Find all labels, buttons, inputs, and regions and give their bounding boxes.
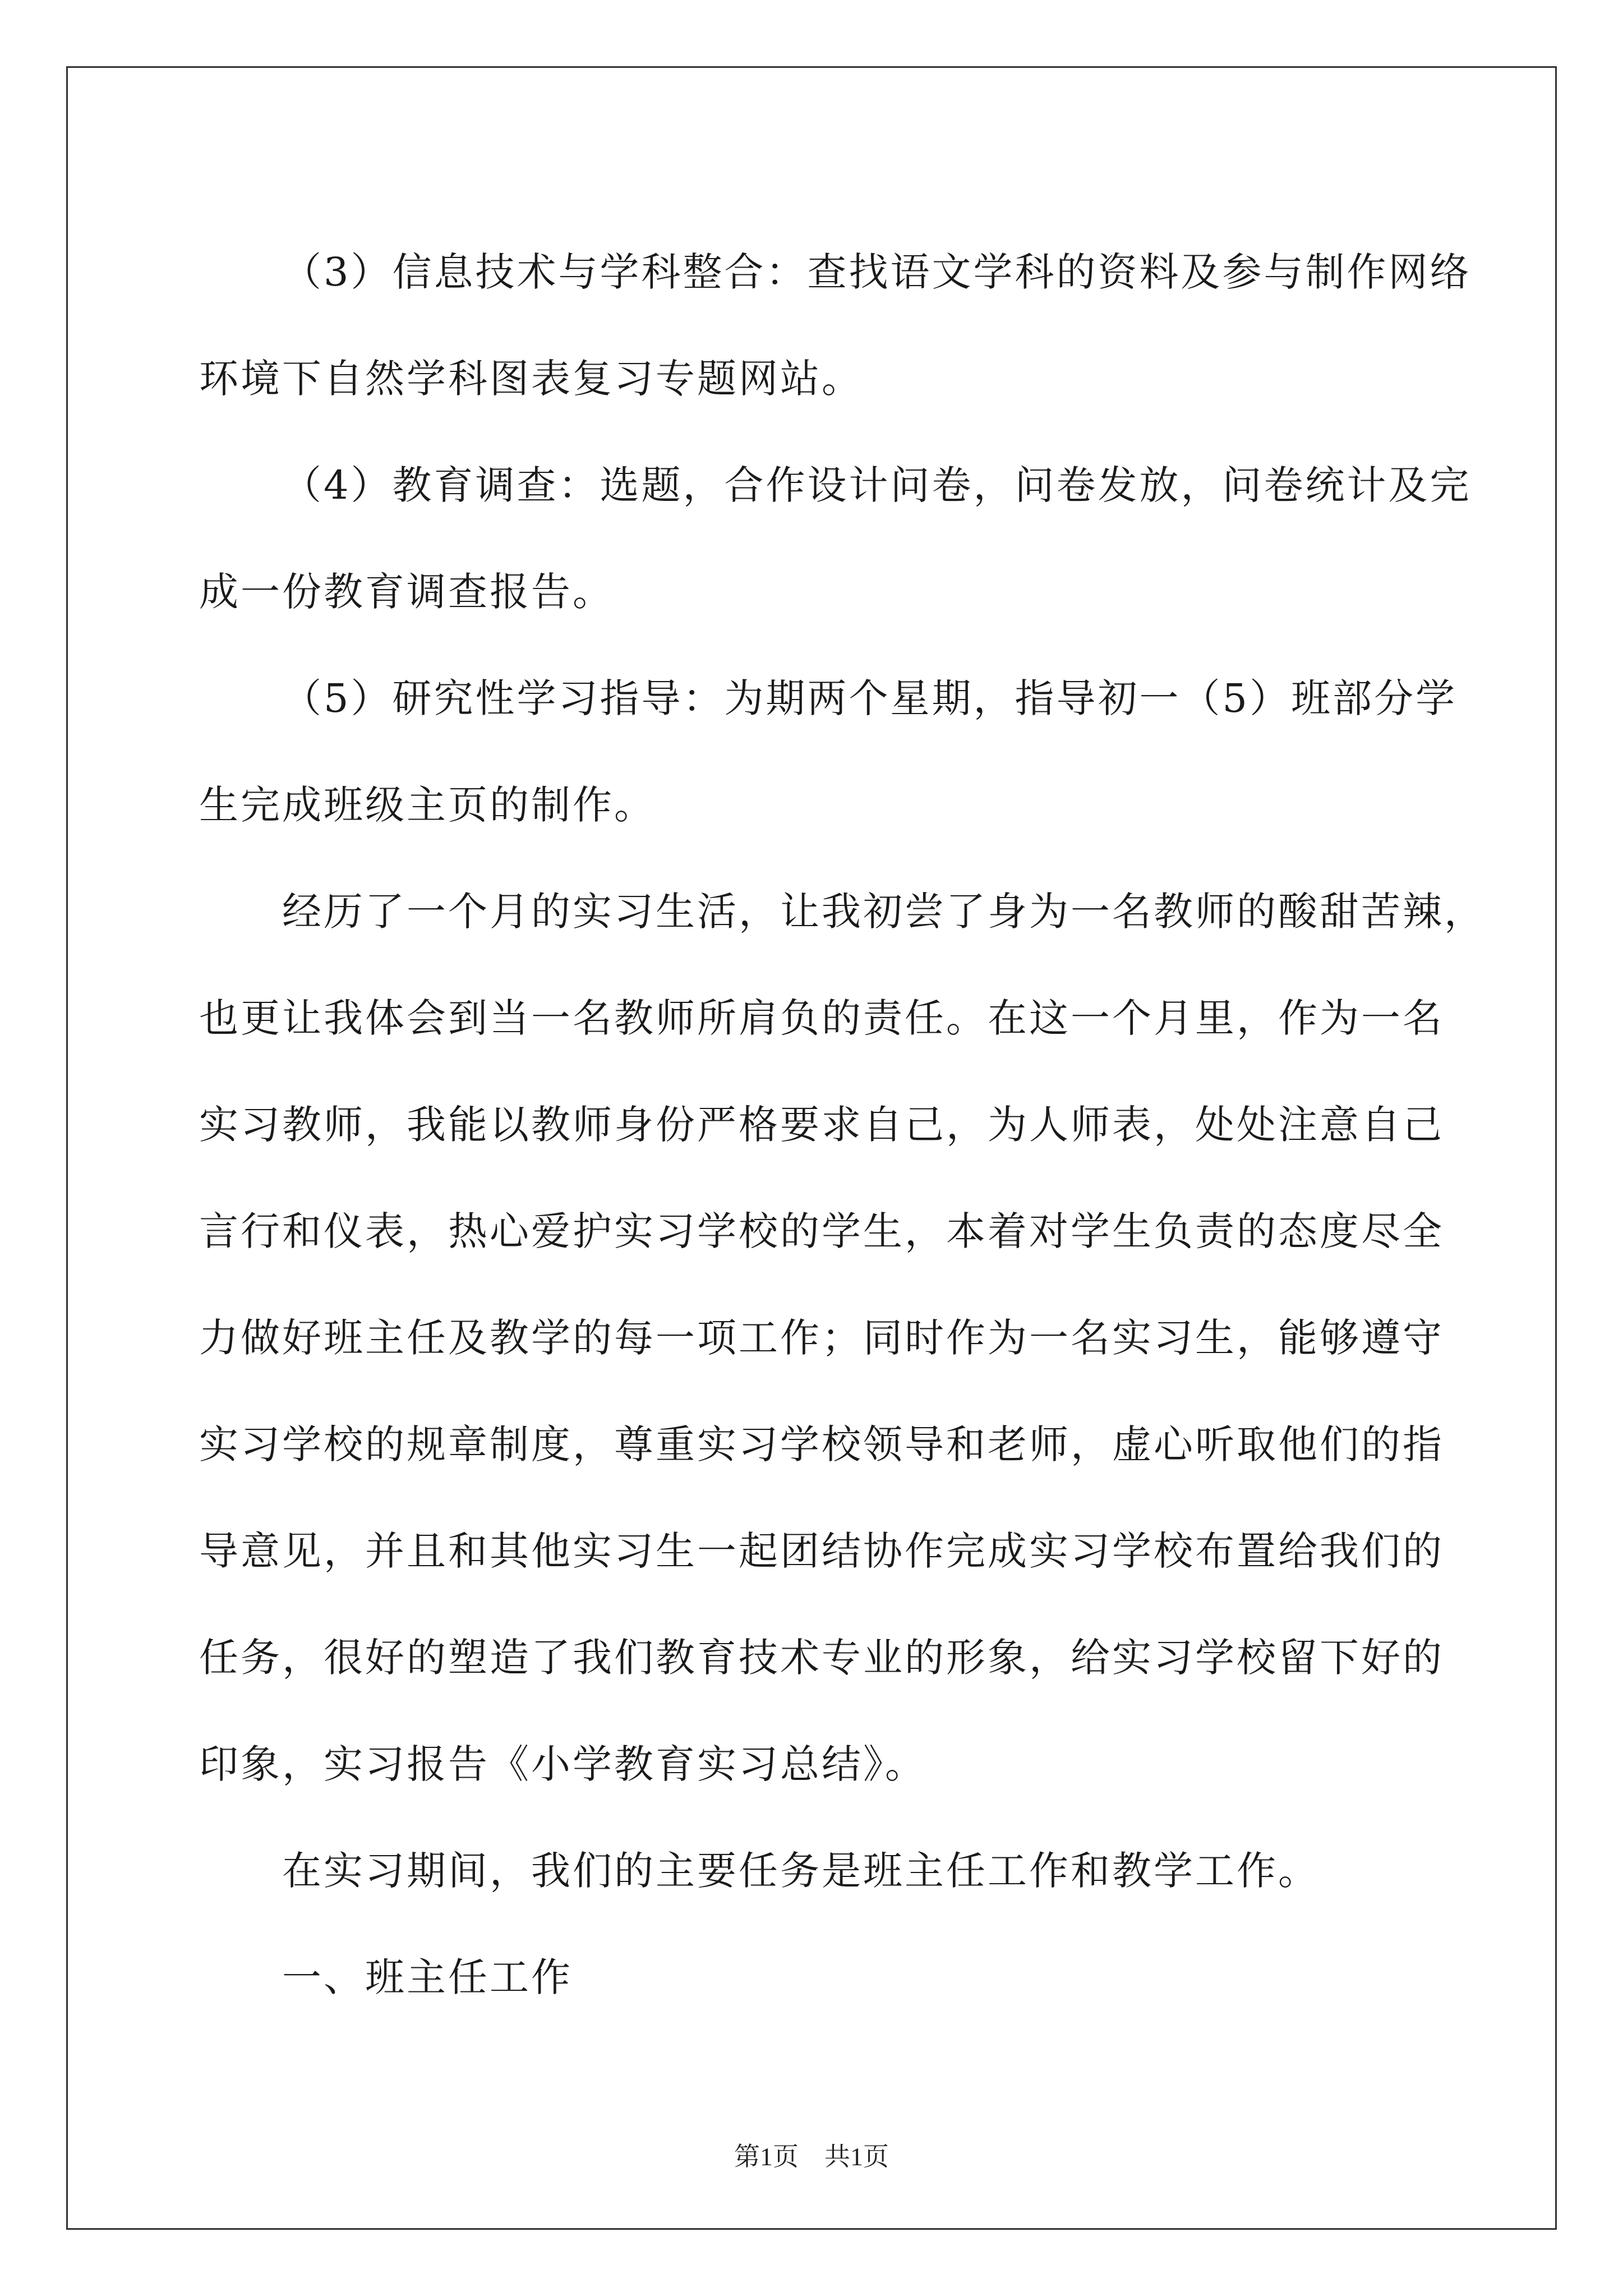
text-line: （5）研究性学习指导：为期两个星期，指导初一（5）班部分学 [282, 675, 1458, 721]
text-line: 成一份教育调查报告。 [199, 569, 614, 615]
page-total: 共1页 [824, 2142, 889, 2171]
text-line: 在实习期间，我们的主要任务是班主任工作和教学工作。 [282, 1848, 1320, 1894]
text-line: 力做好班主任及教学的每一项工作；同时作为一名实习生，能够遵守 [199, 1315, 1444, 1361]
text-line: 实习学校的规章制度，尊重实习学校领导和老师，虚心听取他们的指 [199, 1421, 1444, 1467]
text-line: 环境下自然学科图表复习专题网站。 [199, 356, 863, 402]
text-line: 任务，很好的塑造了我们教育技术专业的形象，给实习学校留下好的 [199, 1635, 1444, 1681]
text-line: 实习教师，我能以教师身份严格要求自己，为人师表，处处注意自己 [199, 1102, 1444, 1148]
text-line: 导意见，并且和其他实习生一起团结协作完成实习学校布置给我们的 [199, 1528, 1444, 1574]
page-number: 第1页 [734, 2142, 799, 2171]
text-line: 经历了一个月的实习生活，让我初尝了身为一名教师的酸甜苦辣， [282, 889, 1486, 935]
text-line: （3）信息技术与学科整合：查找语文学科的资料及参与制作网络 [282, 249, 1472, 295]
text-line: 生完成班级主页的制作。 [199, 782, 656, 828]
text-line: 言行和仪表，热心爱护实习学校的学生，本着对学生负责的态度尽全 [199, 1208, 1444, 1254]
page-footer [0, 2140, 1623, 2174]
text-line: 印象，实习报告《小学教育实习总结》。 [199, 1741, 926, 1787]
document-body [199, 219, 1486, 2031]
text-line: （4）教育调查：选题，合作设计问卷，问卷发放，问卷统计及完 [282, 462, 1472, 508]
section-heading: 一、班主任工作 [282, 1954, 573, 2000]
text-line: 也更让我体会到当一名教师所肩负的责任。在这一个月里，作为一名 [199, 995, 1444, 1041]
